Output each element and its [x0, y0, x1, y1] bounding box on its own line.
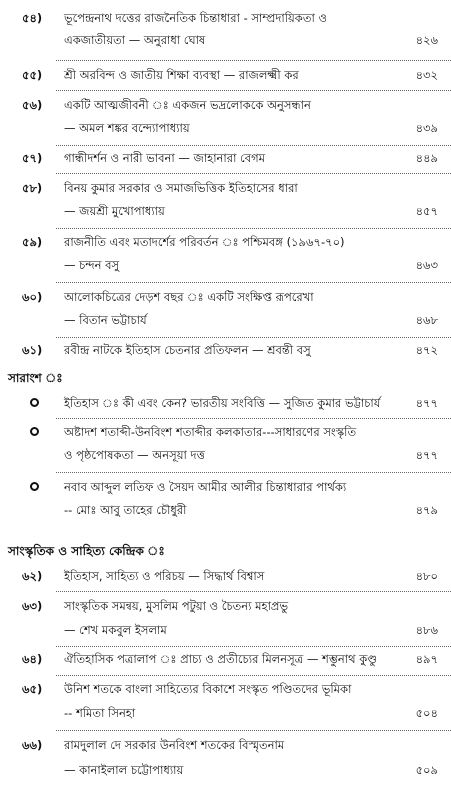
entry-title-line: বিনয় কুমার সরকার ও সমাজভিত্তিক ইতিহাসের ধারা [64, 181, 298, 195]
toc-entry[interactable] [8, 426, 440, 470]
divider [56, 145, 451, 146]
entry-title-line: অষ্টাদশ শতাব্দী-উনবিংশ শতাব্দীর কলকাতার---সাধারণের সংস্কৃতি [64, 425, 357, 439]
entry-number: ৫৪) [22, 11, 43, 25]
entry-number: ৬১) [22, 343, 43, 357]
entry-number: ৬৩) [22, 599, 43, 613]
divider [56, 337, 451, 338]
toc-entry[interactable] [8, 683, 440, 727]
entry-page-number: ৪৪৯ [415, 151, 438, 165]
divider [56, 282, 451, 283]
divider [56, 591, 451, 592]
entry-title-line: সাংস্কৃতিক সমন্বয়, মুসলিম পটুয়া ও চৈতন্য মহাপ্রভু [64, 599, 289, 613]
toc-entry[interactable] [8, 236, 440, 280]
entry-page-number: ৪৮০ [415, 569, 438, 583]
entry-title-line: — জয়শ্রী মুখোপাধ্যায় [64, 204, 165, 218]
entry-page-number: ৪৩৯ [415, 121, 438, 135]
entry-page-number: ৫০৪ [415, 706, 438, 720]
entry-number: ৫৭) [22, 151, 43, 165]
entry-number: ৫৫) [22, 68, 43, 82]
entry-title-line: ও পৃষ্ঠপোষকতা — অনসূয়া দত্ত [64, 448, 205, 462]
entry-page-number: ৪৭২ [415, 343, 438, 357]
entry-title-line: — চন্দন বসু [64, 258, 120, 272]
entry-page-number: ৪৭৭ [415, 448, 438, 462]
entry-title-line: রবীন্দ্র নাটকে ইতিহাস চেতনার প্রতিফলন — শ্রবন্তী বসু [64, 343, 311, 357]
entry-title-line: — বিতান ভট্টাচার্য [64, 313, 147, 327]
toc-entry[interactable] [8, 12, 440, 56]
entry-page-number: ৪৬৩ [415, 258, 438, 272]
entry-title-line: শ্রী অরবিন্দ ও জাতীয় শিক্ষা ব্যবস্থা — রাজলক্ষ্মী কর [64, 68, 299, 82]
toc-entry[interactable] [8, 99, 440, 143]
entry-page-number: ৫০৯ [415, 763, 438, 777]
divider [56, 646, 451, 647]
entry-number: ৬৫) [22, 682, 43, 696]
entry-title-line: ইতিহাস, সাহিত্য ও পরিচয় — সিদ্ধার্থ বিশ্বাস [64, 569, 265, 583]
toc-entry[interactable] [8, 600, 440, 644]
entry-title-line: উনিশ শতকে বাংলা সাহিত্যের বিকাশে সংস্কৃত পণ্ডিতদের ভূমিকা [64, 682, 352, 696]
divider [56, 418, 451, 419]
circle-bullet-icon [30, 482, 39, 491]
toc-entry[interactable] [8, 397, 440, 417]
divider [56, 60, 451, 61]
toc-entry[interactable] [8, 570, 440, 590]
divider [56, 90, 451, 91]
entry-number: ৬২) [22, 569, 43, 583]
entry-title-line: রামদুলাল দে সরকার উনবিংশ শতকের বিস্মৃতনাম [64, 738, 285, 752]
divider [56, 228, 451, 229]
toc-entry[interactable] [8, 69, 440, 89]
divider [56, 730, 451, 731]
entry-title-line: আলোকচিত্রের দেড়শ বছর ঃ একটি সংক্ষিপ্ত রূপরেখা [64, 290, 314, 304]
circle-bullet-icon [30, 398, 39, 407]
toc-entry[interactable] [8, 653, 440, 673]
entry-title-line: ঐতিহাসিক পত্রালাপ ঃ প্রাচ্য ও প্রতীচ্যের মিলনসূত্র — শম্ভুনাথ কুণ্ডু [64, 652, 378, 666]
entry-title-line: ভূপেন্দ্রনাথ দত্তের রাজনৈতিক চিন্তাধারা - সাম্প্রদায়িকতা ও [64, 11, 327, 25]
entry-title-line: — অমল শঙ্কর বন্দ্যোপাধ্যায় [64, 121, 190, 135]
circle-bullet-icon [30, 427, 39, 436]
entry-page-number: ৪৭৭ [415, 396, 438, 410]
entry-page-number: ৪৯৭ [415, 652, 438, 666]
section-heading-summary: সারাংশ ঃ [8, 371, 63, 385]
entry-page-number: ৪২৬ [415, 33, 438, 47]
entry-page-number: ৪৫৭ [415, 204, 438, 218]
entry-title-line: — শেখ মকবুল ইসলাম [64, 623, 167, 637]
entry-page-number: ৪৭৯ [415, 503, 438, 517]
divider [56, 472, 451, 473]
entry-title-line: নবাব আব্দুল লতিফ ও সৈয়দ আমীর আলীর চিন্তাধারার পার্থক্য [64, 480, 347, 494]
section-heading-cultural: সাংস্কৃতিক ও সাহিত্য কেন্দ্রিক ঃ [8, 544, 165, 558]
toc-entry[interactable] [8, 152, 440, 172]
entry-title-line: — কানাইলাল চট্টোপাধ্যায় [64, 763, 184, 777]
toc-entry[interactable] [8, 739, 440, 783]
entry-title-line: রাজনীতি এবং মতাদর্শের পরিবর্তন ঃ পশ্চিমবঙ্গ (১৯৬৭-৭০) [64, 235, 345, 249]
entry-title-line: গান্ধীদর্শন ও নারী ভাবনা — জাহানারা বেগম [64, 151, 266, 165]
entry-number: ৬০) [22, 290, 43, 304]
divider [56, 173, 451, 174]
entry-page-number: ৪৮৬ [415, 623, 438, 637]
entry-number: ৫৮) [22, 181, 43, 195]
entry-page-number: ৪৬৮ [415, 313, 438, 327]
toc-entry[interactable] [8, 291, 440, 335]
toc-entry[interactable] [8, 344, 440, 364]
entry-title-line: -- শমিতা সিনহা [64, 706, 136, 720]
entry-title-line: একজাতীয়তা — অনুরাধা ঘোষ [64, 33, 206, 47]
toc-entry[interactable] [8, 182, 440, 226]
divider [56, 675, 451, 676]
entry-title-line: ইতিহাস ঃ কী এবং কেন? ভারতীয় সংবিত্তি — সুজিত কুমার ভট্টাচার্য [64, 396, 381, 410]
entry-number: ৫৯) [22, 235, 43, 249]
entry-number: ৬৬) [22, 738, 43, 752]
entry-title-line: একটি আত্মজীবনী ঃ একজন ভদ্রলোককে অনুসন্ধান [64, 98, 311, 112]
entry-title-line: -- মোঃ আবু তাহের চৌধুরী [64, 503, 187, 517]
entry-page-number: ৪৩২ [415, 68, 438, 82]
toc-entry[interactable] [8, 481, 440, 525]
entry-number: ৬৪) [22, 652, 43, 666]
entry-number: ৫৬) [22, 98, 43, 112]
